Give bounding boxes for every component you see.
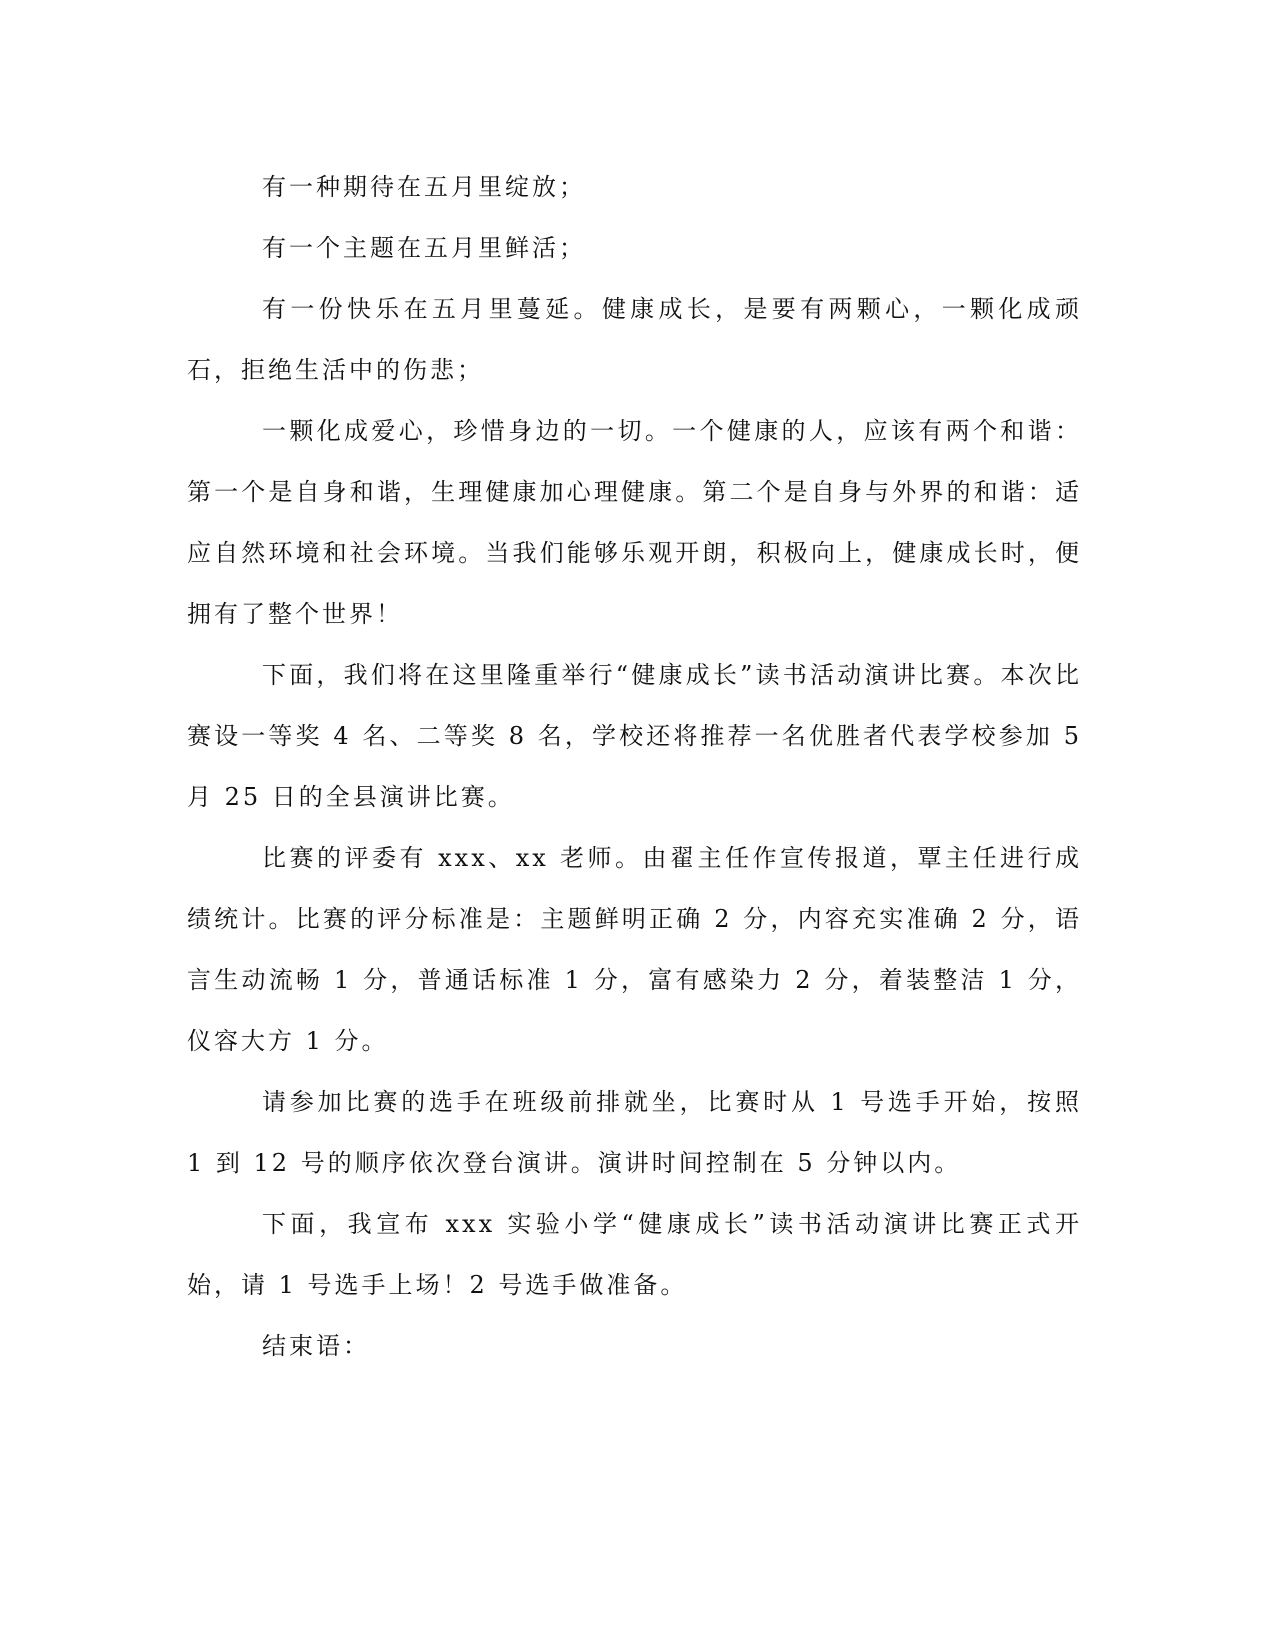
paragraph-5: 下面，我们将在这里隆重举行“健康成长”读书活动演讲比赛。本次比赛设一等奖 4 名、二等奖 8 名，学校还将推荐一名优胜者代表学校参加 5 月 25 日的全县演讲比赛。	[187, 661, 1082, 811]
paragraph-3: 有一份快乐在五月里蔓延。健康成长，是要有两颗心，一颗化成顽石，拒绝生活中的伤悲；	[187, 295, 1082, 384]
document-body	[187, 157, 1082, 1377]
paragraph-2: 有一个主题在五月里鲜活；	[262, 234, 586, 262]
paragraph-7: 请参加比赛的选手在班级前排就坐，比赛时从 1 号选手开始，按照 1 到 12 号的顺序依次登台演讲。演讲时间控制在 5 分钟以内。	[187, 1088, 1082, 1177]
paragraph-4: 一颗化成爱心，珍惜身边的一切。一个健康的人，应该有两个和谐：第一个是自身和谐，生理健康加心理健康。第二个是自身与外界的和谐：适应自然环境和社会环境。当我们能够乐观开朗，积极向上，健康成长时，便拥有了整个世界！	[187, 417, 1082, 628]
paragraph-8: 下面，我宣布 xxx 实验小学“健康成长”读书活动演讲比赛正式开始，请 1 号选手上场！2 号选手做准备。	[187, 1210, 1082, 1299]
paragraph-9: 结束语：	[262, 1332, 370, 1360]
paragraph-6: 比赛的评委有 xxx、xx 老师。由翟主任作宣传报道，覃主任进行成绩统计。比赛的评分标准是：主题鲜明正确 2 分，内容充实准确 2 分，语言生动流畅 1 分，普通话标准 1 分，富有感染力 2 分，着装整洁 1 分，仪容大方 1 分。	[187, 844, 1082, 1055]
paragraph-1: 有一种期待在五月里绽放；	[262, 173, 586, 201]
